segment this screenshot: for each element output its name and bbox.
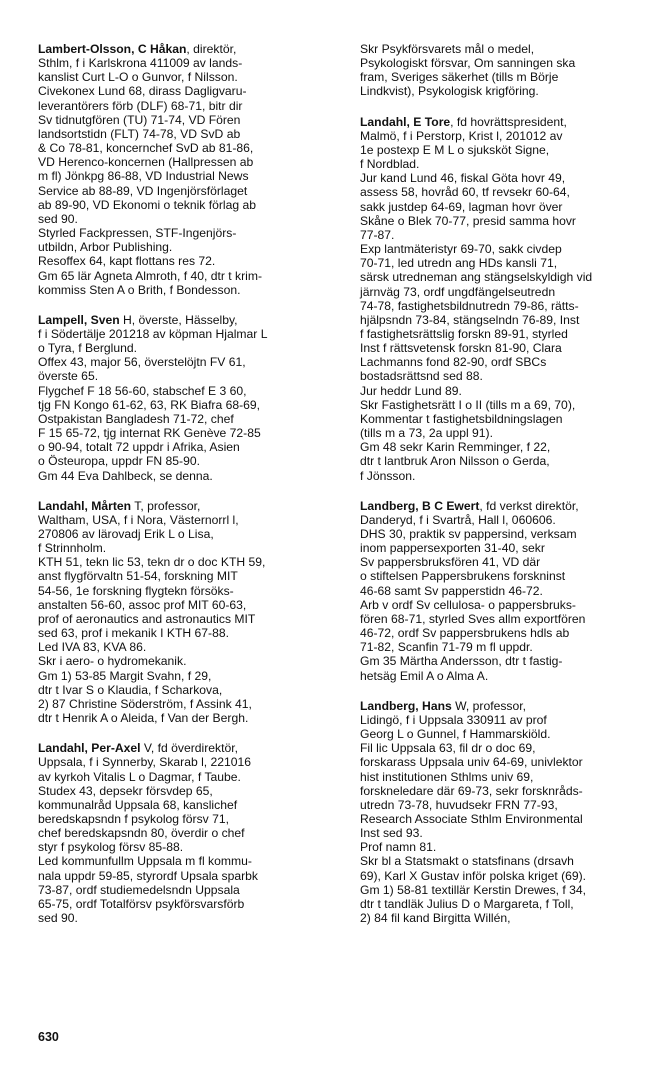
entry-text-line: f Nordblad. bbox=[360, 157, 420, 172]
entry-text-line: Lachmanns fond 82-90, ordf SBCs bbox=[360, 355, 547, 370]
entry-heading-line bbox=[360, 115, 642, 129]
entry-text-line: KTH 51, tekn lic 53, tekn dr o doc KTH 59, bbox=[38, 555, 266, 570]
entry-text-line: Gm 1) 58-81 textillär Kerstin Drewes, f 34, bbox=[360, 882, 587, 897]
entry-text-line: Led IVA 83, KVA 86. bbox=[38, 640, 147, 655]
entry-name: Lambert-Olsson, C Håkan bbox=[38, 42, 187, 56]
entry-text-line: Psykologiskt försvar, Om sanningen ska bbox=[360, 56, 576, 71]
entry-text-line: Jur kand Lund 46, fiskal Göta hovr 49, bbox=[360, 171, 566, 186]
entry-text-line: Prof namn 81. bbox=[360, 840, 437, 855]
entry-text-line: o Tyra, f Berglund. bbox=[38, 341, 137, 356]
entry-text-line: utredn 73-78, huvudsekr FRN 77-93, bbox=[360, 797, 558, 812]
entry-text-line: 73-87, ordf studiemedelsndn Uppsala bbox=[38, 882, 240, 897]
entry-text-line: Arb v ordf Sv cellulosa- o pappersbruks- bbox=[360, 597, 576, 612]
entry-text-line: leverantörers förb (DLF) 68-71, bitr dir bbox=[38, 98, 243, 113]
entry-text-line: Styrled Fackpressen, STF-Ingenjörs- bbox=[38, 226, 237, 241]
entry-text-line: Skr bl a Statsmakt o statsfinans (drsavh bbox=[360, 854, 574, 869]
entry-text-line: Danderyd, f i Svartrå, Hall l, 060606. bbox=[360, 512, 556, 527]
entry-text-line: överste 65. bbox=[38, 369, 99, 384]
entry-text-line: Jur heddr Lund 89. bbox=[360, 383, 462, 398]
entry-text-line: Fil lic Uppsala 63, fil dr o doc 69, bbox=[360, 741, 536, 756]
entry-title: , direktör, bbox=[186, 42, 237, 56]
entry-text-line: 65-75, ordf Totalförsv psykförsvarsförb bbox=[38, 896, 245, 911]
entry-text-line: Flygchef F 18 56-60, stabschef E 3 60, bbox=[38, 383, 247, 398]
biography-entry bbox=[360, 699, 642, 926]
entry-title: H, överste, Hässelby, bbox=[119, 312, 238, 327]
entry-text-line: F 15 65-72, tjg internat RK Genève 72-85 bbox=[38, 426, 261, 441]
entry-heading-line bbox=[360, 499, 642, 513]
page-number: 630 bbox=[38, 1030, 59, 1044]
entry-text-line: Ostpakistan Bangladesh 71-72, chef bbox=[38, 411, 234, 426]
entry-name: Landberg, Hans bbox=[360, 698, 452, 713]
entry-text-line: Gm 48 sekr Karin Remminger, f 22, bbox=[360, 440, 551, 455]
entry-text-line: sed 63, prof i mekanik I KTH 67-88. bbox=[38, 626, 229, 641]
entry-text-line: 46-72, ordf Sv pappersbrukens hdls ab bbox=[360, 626, 570, 641]
entry-title: , fd hovrättspresident, bbox=[450, 114, 567, 129]
entry-text-line: kommunalråd Uppsala 68, kanslichef bbox=[38, 797, 238, 812]
entry-heading-line bbox=[360, 699, 642, 713]
entry-text-line: dtr t Ivar S o Klaudia, f Scharkova, bbox=[38, 682, 223, 697]
entry-title: , fd verkst direktör, bbox=[479, 498, 579, 513]
entry-text-line: 71-82, Scanfin 71-79 m fl uppdr. bbox=[360, 640, 533, 655]
entry-text-line: av kyrkoh Vitalis L o Dagmar, f Taube. bbox=[38, 769, 241, 784]
entry-text-line: (tills m a 73, 2a uppl 91). bbox=[360, 426, 493, 441]
entry-text-line: dtr t lantbruk Aron Nilsson o Gerda, bbox=[360, 454, 550, 469]
entry-heading-line bbox=[38, 42, 320, 56]
entry-text-line: Waltham, USA, f i Nora, Västernorrl l, bbox=[38, 512, 239, 527]
entry-text-line: hjälpsndn 73-84, stängselndn 76-89, Inst bbox=[360, 312, 580, 327]
entry-text-line: Kommentar t fastighetsbildningslagen bbox=[360, 411, 563, 426]
entry-text-line: Skr Psykförsvarets mål o medel, bbox=[360, 42, 535, 56]
entry-text-line: dtr t Henrik A o Aleida, f Van der Bergh. bbox=[38, 711, 249, 726]
entry-text-line: Skåne o Blek 70-77, presid samma hovr bbox=[360, 213, 576, 228]
entry-text-line: 54-56, 1e forskning flygtekn försöks- bbox=[38, 583, 234, 598]
entry-text-line: Service ab 88-89, VD Ingenjörsförlaget bbox=[38, 183, 248, 198]
entry-text-line: Inst f rättsvetensk forskn 81-90, Clara bbox=[360, 341, 562, 356]
entry-text-line: forskarass Uppsala univ 64-69, univlektor bbox=[360, 755, 583, 770]
right-column bbox=[360, 42, 642, 941]
entry-text-line: järnväg 73, ordf ungdfängelseutredn bbox=[360, 284, 556, 299]
entry-text-line: Sv pappersbruksfören 41, VD där bbox=[360, 555, 541, 570]
entry-text-line: Offex 43, major 56, överstelöjtn FV 61, bbox=[38, 355, 246, 370]
entry-text-line: Gm 65 lär Agneta Almroth, f 40, dtr t krim- bbox=[38, 268, 263, 283]
entry-text-line: inom pappersexporten 31-40, sekr bbox=[360, 541, 545, 556]
entry-text-line: VD Herenco-koncernen (Hallpressen ab bbox=[38, 155, 254, 170]
entry-text-line: DHS 30, praktik sv pappersind, verksam bbox=[360, 527, 577, 541]
entry-text-line: anst flygförvaltn 51-54, forskning MIT bbox=[38, 569, 238, 584]
entry-text-line: & Co 78-81, koncernchef SvD ab 81-86, bbox=[38, 141, 254, 156]
entry-text-line: fram, Sveriges säkerhet (tills m Börje bbox=[360, 70, 559, 85]
entry-text-line: Sthlm, f i Karlskrona 411009 av lands- bbox=[38, 56, 243, 71]
biography-entry bbox=[360, 115, 642, 483]
entry-name: Landberg, B C Ewert bbox=[360, 498, 480, 513]
entry-text-line: 77-87. bbox=[360, 227, 395, 242]
biography-entry bbox=[360, 42, 642, 99]
entry-text-line: Civekonex Lund 68, dirass Dagligvaru- bbox=[38, 84, 247, 99]
entry-text-line: kanslist Curt L-O o Gunvor, f Nilsson. bbox=[38, 70, 238, 85]
entry-text-line: sakk justdep 64-69, lagman hovr över bbox=[360, 199, 563, 214]
entry-text-line: o stiftelsen Pappersbrukens forskninst bbox=[360, 569, 566, 584]
entry-text-line: hist institutionen Sthlms univ 69, bbox=[360, 769, 534, 784]
entry-name: Landahl, Mårten bbox=[38, 498, 132, 513]
entry-text-line: 1e postexp E M L o sjuksköt Signe, bbox=[360, 142, 550, 157]
entry-text-line: tjg FN Kongo 61-62, 63, RK Biafra 68-69, bbox=[38, 397, 261, 412]
entry-text-line: o 90-94, totalt 72 uppdr i Afrika, Asien bbox=[38, 440, 240, 455]
entry-title: W, professor, bbox=[451, 698, 526, 713]
entry-text-line: ab 89-90, VD Ekonomi o teknik förlag ab bbox=[38, 197, 256, 212]
entry-text-line: styr f psykolog försv 85-88. bbox=[38, 840, 184, 855]
biography-entry bbox=[360, 499, 642, 683]
entry-title: V, fd överdirektör, bbox=[140, 741, 238, 756]
entry-text-line: f i Södertälje 201218 av köpman Hjalmar L bbox=[38, 326, 268, 341]
biography-entry bbox=[38, 313, 320, 483]
biography-entry bbox=[38, 741, 320, 925]
entry-text-line: 2) 87 Christine Söderström, f Assink 41, bbox=[38, 696, 252, 711]
biography-entry bbox=[38, 499, 320, 726]
entry-text-line: Resoffex 64, kapt flottans res 72. bbox=[38, 254, 216, 269]
entry-text-line: Skr i aero- o hydromekanik. bbox=[38, 654, 187, 669]
entry-text-line: nala uppdr 59-85, styrordf Upsala sparbk bbox=[38, 868, 259, 883]
entry-text-line: hetsäg Emil A o Alma A. bbox=[360, 668, 489, 683]
entry-text-line: sed 90. bbox=[38, 911, 78, 926]
entry-text-line: Gm 1) 53-85 Margit Svahn, f 29, bbox=[38, 668, 212, 683]
entry-text-line: Georg L o Gunnel, f Hammarskiöld. bbox=[360, 727, 551, 742]
entry-name: Lampell, Sven bbox=[38, 312, 120, 327]
entry-text-line: Malmö, f i Perstorp, Krist l, 201012 av bbox=[360, 128, 563, 143]
entry-text-line: Skr Fastighetsrätt I o II (tills m a 69, 70), bbox=[360, 397, 576, 412]
entry-text-line: 70-71, led utredn ang HDs kansli 71, bbox=[360, 256, 558, 271]
entry-text-line: beredskapsndn f psykolog försv 71, bbox=[38, 811, 229, 826]
entry-text-line: 2) 84 fil kand Birgitta Willén, bbox=[360, 911, 511, 926]
entry-text-line: prof of aeronautics and astronautics MIT bbox=[38, 611, 256, 626]
entry-text-line: forskneledare där 69-73, sekr forsknråds- bbox=[360, 783, 583, 798]
entry-heading-line bbox=[38, 499, 320, 513]
entry-text-line: kommiss Sten A o Brith, f Bondesson. bbox=[38, 282, 241, 297]
entry-title: T, professor, bbox=[131, 498, 201, 513]
entry-text-line: o Östeuropa, uppdr FN 85-90. bbox=[38, 454, 200, 469]
entry-text-line: Led kommunfullm Uppsala m fl kommu- bbox=[38, 854, 252, 869]
entry-name: Landahl, E Tore bbox=[360, 114, 451, 129]
entry-text-line: Exp lantmäteristyr 69-70, sakk civdep bbox=[360, 242, 562, 257]
entry-text-line: Inst sed 93. bbox=[360, 826, 423, 841]
entry-text-line: chef beredskapsndn 80, överdir o chef bbox=[38, 826, 245, 841]
entry-name: Landahl, Per-Axel bbox=[38, 741, 141, 756]
entry-text-line: dtr t tandläk Julius D o Margareta, f Toll, bbox=[360, 896, 574, 911]
entry-text-line: f Strinnholm. bbox=[38, 541, 107, 556]
entry-text-line: Research Associate Sthlm Environmental bbox=[360, 811, 583, 826]
entry-text-line: Studex 43, depsekr försvdep 65, bbox=[38, 783, 213, 798]
entry-heading-line bbox=[38, 313, 320, 327]
entry-text-line: Lindkvist), Psykologisk krigföring. bbox=[360, 84, 539, 99]
entry-text-line: anstalten 56-60, assoc prof MIT 60-63, bbox=[38, 597, 247, 612]
entry-text-line: utbildn, Arbor Publishing. bbox=[38, 240, 173, 255]
entry-text-line: sed 90. bbox=[38, 211, 78, 226]
entry-text-line: bostadsrättsnd sed 88. bbox=[360, 369, 483, 384]
entry-text-line: landsortstidn (FLT) 74-78, VD SvD ab bbox=[38, 126, 241, 141]
entry-text-line: 69), Karl X Gustav inför polska kriget (69). bbox=[360, 868, 587, 883]
biography-entry bbox=[38, 42, 320, 297]
entry-text-line: 46-68 samt Sv papperstidn 46-72. bbox=[360, 583, 543, 598]
entry-text-line: m fl) Jönkpg 86-88, VD Industrial News bbox=[38, 169, 249, 184]
entry-text-line: assess 58, hovråd 60, tf revsekr 60-64, bbox=[360, 185, 570, 200]
entry-text-line: Uppsala, f i Synnerby, Skarab l, 221016 bbox=[38, 755, 252, 770]
entry-heading-line bbox=[38, 741, 320, 755]
entry-text-line: Gm 44 Eva Dahlbeck, se denna. bbox=[38, 468, 213, 483]
left-column bbox=[38, 42, 320, 941]
entry-text-line: fören 68-71, styrled Sves allm exportfören bbox=[360, 611, 586, 626]
entry-text-line: f fastighetsrättslig forskn 89-91, styrled bbox=[360, 326, 568, 341]
entry-text-line: Lidingö, f i Uppsala 330911 av prof bbox=[360, 712, 547, 727]
entry-text-line: särsk utredneman ang stängselskyldigh vid bbox=[360, 270, 593, 285]
entry-text-line: 74-78, fastighetsbildnutredn 79-86, rätts- bbox=[360, 298, 579, 313]
entry-text-line: f Jönsson. bbox=[360, 468, 416, 483]
entry-text-line: Sv tidnutgfören (TU) 71-74, VD Fören bbox=[38, 112, 241, 127]
entry-text-line: Gm 35 Märtha Andersson, dtr t fastig- bbox=[360, 654, 563, 669]
entry-text-line: 270806 av lärovadj Erik L o Lisa, bbox=[38, 527, 214, 541]
